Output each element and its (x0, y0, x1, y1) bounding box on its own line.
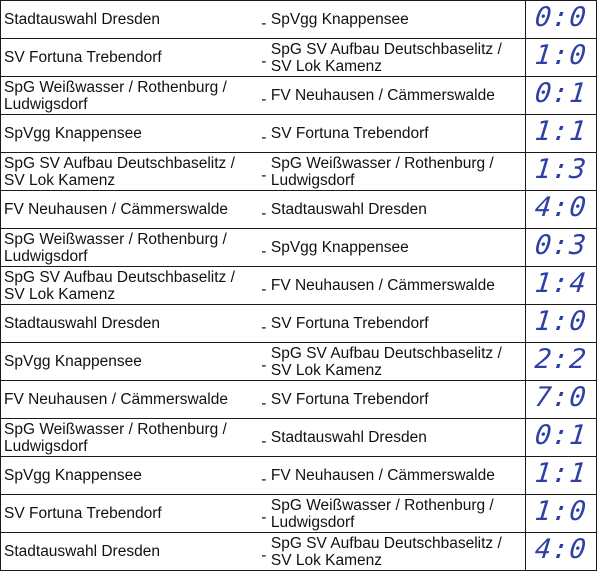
table-row (1, 191, 597, 229)
separator-cell (260, 533, 268, 571)
separator-cell (260, 419, 268, 457)
handwritten-score: 0:3 (533, 230, 589, 261)
away-team: FV Neuhausen / Cämmerswalde (268, 267, 525, 305)
home-team: FV Neuhausen / Cämmerswalde (1, 381, 260, 419)
handwritten-score: 4:0 (533, 534, 589, 565)
handwritten-score: 1:4 (533, 268, 589, 299)
table-row (1, 39, 597, 77)
table-row (1, 533, 597, 571)
separator-cell (260, 153, 268, 191)
table-row (1, 381, 597, 419)
table-row (1, 305, 597, 343)
away-team: SpG Weißwasser / Rothenburg / Ludwigsdorf (268, 495, 525, 533)
table-row (1, 343, 597, 381)
table-row (1, 77, 597, 115)
home-team: Stadtauswahl Dresden (1, 1, 260, 39)
score-cell (525, 191, 596, 229)
score-cell (525, 495, 596, 533)
separator-cell (260, 305, 268, 343)
home-team: SV Fortuna Trebendorf (1, 495, 260, 533)
home-team: SpG SV Aufbau Deutschbaselitz / SV Lok Kamenz (1, 153, 260, 191)
handwritten-score: 0:1 (533, 420, 589, 451)
table-row (1, 229, 597, 267)
handwritten-score: 0:1 (533, 78, 589, 109)
away-team: SV Fortuna Trebendorf (268, 115, 525, 153)
home-team: SpVgg Knappensee (1, 343, 260, 381)
separator-cell (260, 495, 268, 533)
score-cell (525, 115, 596, 153)
match-separator: - (261, 205, 267, 222)
handwritten-score: 4:0 (533, 192, 589, 223)
score-cell (525, 153, 596, 191)
handwritten-score: 0:0 (533, 2, 589, 33)
away-team: SpVgg Knappensee (268, 1, 525, 39)
match-separator: - (261, 243, 267, 260)
score-cell (525, 343, 596, 381)
home-team: SpG Weißwasser / Rothenburg / Ludwigsdorf (1, 419, 260, 457)
separator-cell (260, 115, 268, 153)
handwritten-score: 1:0 (533, 40, 589, 71)
separator-cell (260, 39, 268, 77)
match-separator: - (261, 319, 267, 336)
match-separator: - (261, 281, 267, 298)
separator-cell (260, 267, 268, 305)
home-team: SpVgg Knappensee (1, 115, 260, 153)
score-cell (525, 77, 596, 115)
handwritten-score: 1:0 (533, 496, 589, 527)
match-separator: - (261, 129, 267, 146)
table-row (1, 153, 597, 191)
table-row (1, 419, 597, 457)
match-separator: - (261, 509, 267, 526)
match-separator: - (261, 471, 267, 488)
score-cell (525, 419, 596, 457)
handwritten-score: 1:3 (533, 154, 589, 185)
handwritten-score: 1:1 (533, 116, 589, 147)
separator-cell (260, 191, 268, 229)
home-team: SpG SV Aufbau Deutschbaselitz / SV Lok Kamenz (1, 267, 260, 305)
score-cell (525, 39, 596, 77)
table-row (1, 495, 597, 533)
match-separator: - (261, 357, 267, 374)
handwritten-score: 1:1 (533, 458, 589, 489)
away-team: SpG SV Aufbau Deutschbaselitz / SV Lok Kamenz (268, 343, 525, 381)
away-team: SpG Weißwasser / Rothenburg / Ludwigsdorf (268, 153, 525, 191)
table-row (1, 115, 597, 153)
home-team: SV Fortuna Trebendorf (1, 39, 260, 77)
separator-cell (260, 1, 268, 39)
score-cell (525, 229, 596, 267)
table-row (1, 267, 597, 305)
table-row (1, 457, 597, 495)
separator-cell (260, 457, 268, 495)
separator-cell (260, 381, 268, 419)
match-separator: - (261, 167, 267, 184)
score-cell (525, 267, 596, 305)
handwritten-score: 1:0 (533, 306, 589, 337)
away-team: SV Fortuna Trebendorf (268, 381, 525, 419)
match-separator: - (261, 15, 267, 32)
match-separator: - (261, 395, 267, 412)
away-team: SpG SV Aufbau Deutschbaselitz / SV Lok Kamenz (268, 533, 525, 571)
away-team: FV Neuhausen / Cämmerswalde (268, 457, 525, 495)
score-cell (525, 381, 596, 419)
match-separator: - (261, 547, 267, 564)
score-cell (525, 533, 596, 571)
match-separator: - (261, 433, 267, 450)
score-cell (525, 1, 596, 39)
away-team: SpVgg Knappensee (268, 229, 525, 267)
score-cell (525, 305, 596, 343)
match-separator: - (261, 53, 267, 70)
home-team: SpG Weißwasser / Rothenburg / Ludwigsdorf (1, 77, 260, 115)
away-team: Stadtauswahl Dresden (268, 191, 525, 229)
handwritten-score: 2:2 (533, 344, 589, 375)
away-team: FV Neuhausen / Cämmerswalde (268, 77, 525, 115)
score-cell (525, 457, 596, 495)
separator-cell (260, 77, 268, 115)
home-team: Stadtauswahl Dresden (1, 305, 260, 343)
away-team: Stadtauswahl Dresden (268, 419, 525, 457)
separator-cell (260, 229, 268, 267)
home-team: SpG Weißwasser / Rothenburg / Ludwigsdorf (1, 229, 260, 267)
match-separator: - (261, 91, 267, 108)
separator-cell (260, 343, 268, 381)
away-team: SpG SV Aufbau Deutschbaselitz / SV Lok Kamenz (268, 39, 525, 77)
handwritten-score: 7:0 (533, 382, 589, 413)
home-team: FV Neuhausen / Cämmerswalde (1, 191, 260, 229)
away-team: SV Fortuna Trebendorf (268, 305, 525, 343)
home-team: Stadtauswahl Dresden (1, 533, 260, 571)
table-row (1, 1, 597, 39)
home-team: SpVgg Knappensee (1, 457, 260, 495)
match-results-body (1, 1, 597, 571)
